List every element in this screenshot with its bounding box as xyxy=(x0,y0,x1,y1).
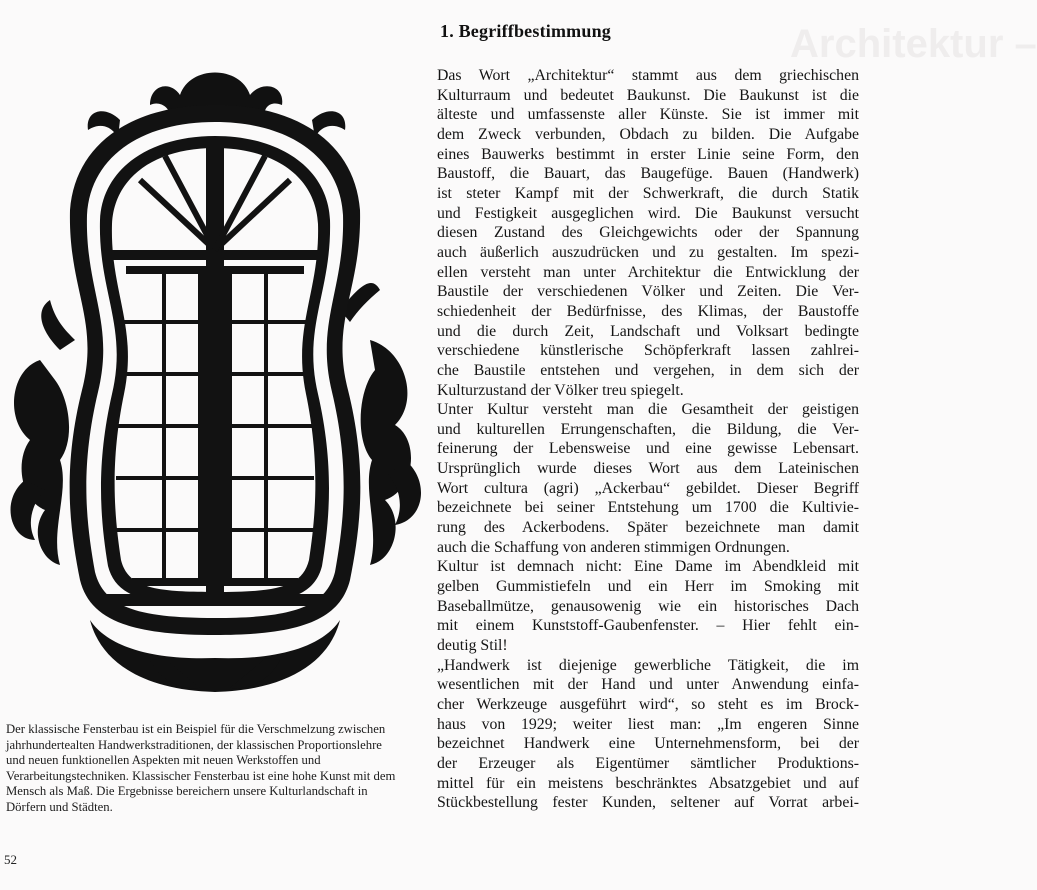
body-line: feinerung der Lebensweise und eine gewisse Lebensart. xyxy=(437,440,859,458)
body-line: bezeichnet Handwerk eine Unternehmensform, bei der xyxy=(437,735,859,753)
body-line: Wort cultura (agri) „Ackerbau“ gebildet. Dieser Begriff xyxy=(437,479,859,497)
body-line: schiedenheit der Bedürfnisse, des Klimas, der Baustoffe xyxy=(437,302,859,320)
body-line: Unter Kultur versteht man die Gesamtheit der geistigen xyxy=(437,401,859,419)
body-line: Kulturzustand der Völker treu spiegelt. xyxy=(437,381,684,399)
body-line: ist steter Kampf mit der Schwerkraft, die durch Statik xyxy=(437,184,859,202)
caption-text: Der klassische Fensterbau ist ein Beispiel für die Verschmelzung zwischen jahrhundertealten Handwerkstraditionen, der klassischen Proportionslehre und neuen funktionellen Aspekten mit neuen Werkstoffen und Verarbeitungstechniken. Klassischer Fensterbau ist eine hohe Kunst mit dem Mensch als Maß. Die Ergebnisse bereichern unsere Kulturlandschaft in Dörfern und Städten. xyxy=(6,722,396,814)
window-drawing xyxy=(0,60,430,700)
body-line: Das Wort „Architektur“ stammt aus dem griechischen xyxy=(437,67,859,84)
body-line: älteste und umfassenste aller Künste. Sie ist immer mit xyxy=(437,106,859,124)
page-number: 52 xyxy=(4,852,17,867)
body-line: auch die Schaffung von anderen stimmigen Ordnungen. xyxy=(437,538,790,556)
body-line: wesentlichen mit der Hand und unter Anwendung einfa- xyxy=(437,676,859,694)
figure-caption xyxy=(6,722,404,816)
body-line: mittel für ein meistens beschränktes Absatzgebiet und auf xyxy=(437,774,859,792)
body-line: diesen Zustand des Gleichgewichts oder der Spannung xyxy=(437,224,859,242)
body-line: haus von 1929; weiter liest man: „Im engeren Sinne xyxy=(437,715,859,733)
body-line: dem Zweck verbunden, Obdach zu bilden. Die Aufgabe xyxy=(437,125,859,143)
body-line: che Baustile entstehen und vergehen, in dem sich der xyxy=(437,361,859,379)
body-line: deutig Stil! xyxy=(437,637,508,655)
body-line: verschiedene künstlerische Schöpferkraft lassen zahlrei- xyxy=(437,342,859,360)
body-text xyxy=(437,66,859,813)
body-line: Baseballmütze, genausowenig wie ein historisches Dach xyxy=(437,597,859,615)
body-line: Kultur ist demnach nicht: Eine Dame im Abendkleid mit xyxy=(437,558,859,576)
show-through-text: Architektur – xyxy=(790,22,1037,66)
body-line: „Handwerk ist diejenige gewerbliche Tätigkeit, die im xyxy=(437,656,859,674)
body-line: und kulturellen Errungenschaften, die Bildung, die Ver- xyxy=(437,420,859,438)
body-line: Ursprünglich wurde dieses Wort aus dem Lateinischen xyxy=(437,460,859,478)
body-line: Baustoff, die Bauart, das Baugefüge. Bauen (Handwerk) xyxy=(437,165,859,183)
body-line: gelben Gummistiefeln und ein Herr im Smoking mit xyxy=(437,578,859,596)
body-line: der Erzeuger als Eigentümer sämtlicher Produktions- xyxy=(437,754,859,772)
body-line: Baustile der verschiedenen Völker und Zeiten. Die Ver- xyxy=(437,283,859,301)
body-line: ellen versteht man unter Architektur die Entwicklung der xyxy=(437,263,859,281)
body-line: bezeichnete bei seiner Entstehung um 1700 die Kultivie- xyxy=(437,499,859,517)
body-line: auch äußerlich auszudrücken und zu gestalten. Im spezi- xyxy=(437,243,859,261)
body-line: mit einem Kunststoff-Gaubenfenster. – Hier fehlt ein- xyxy=(437,617,859,635)
body-line: Stückbestellung fester Kunden, seltener auf Vorrat arbei- xyxy=(437,794,859,812)
baroque-window-illustration xyxy=(0,60,430,700)
body-line: Kulturraum und bedeutet Baukunst. Die Baukunst ist die xyxy=(437,86,859,104)
body-line: und die durch Zeit, Landschaft und Volksart bedingte xyxy=(437,322,859,340)
body-line: und Festigkeit ausgeglichen wird. Die Baukunst versucht xyxy=(437,204,859,222)
section-heading: 1. Begriffbestimmung xyxy=(440,21,611,41)
body-line: cher Werkzeuge ausgeführt wird“, so steht es im Brock- xyxy=(437,696,859,713)
left-ornament xyxy=(11,300,75,565)
body-line: rung des Ackerbodens. Später bezeichnete man damit xyxy=(437,519,859,537)
body-line: eines Bauwerks bestimmt in erster Linie seine Form, den xyxy=(437,145,859,163)
